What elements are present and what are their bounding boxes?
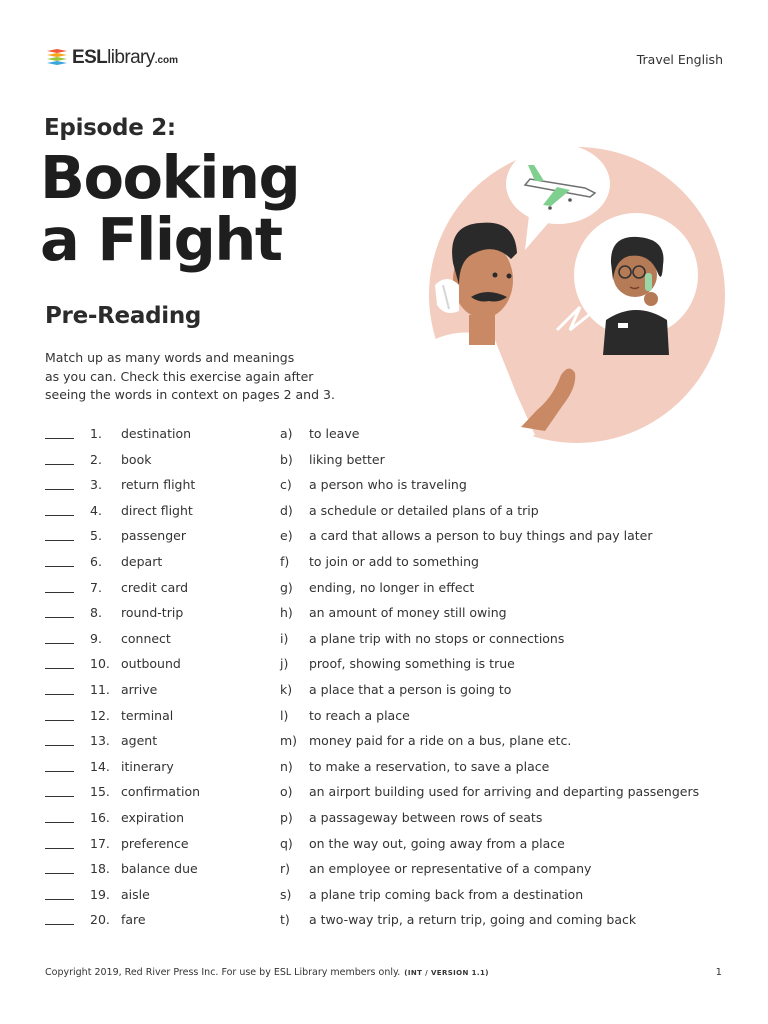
definition-text: ending, no longer in effect: [309, 579, 475, 595]
matching-row: [45, 831, 735, 857]
vocab-word: agent: [121, 733, 158, 749]
item-number: 11.: [90, 681, 110, 697]
definition-text: a place that a person is going to: [309, 681, 512, 697]
section-label: Travel English: [636, 52, 723, 67]
answer-blank[interactable]: [45, 617, 74, 618]
definition-text: liking better: [309, 451, 385, 467]
matching-row: [45, 907, 735, 933]
definition-letter: f): [280, 553, 290, 569]
matching-row: [45, 856, 735, 882]
vocab-word: expiration: [121, 809, 185, 825]
matching-row: [45, 498, 735, 524]
answer-blank[interactable]: [45, 668, 74, 669]
matching-row: [45, 703, 735, 729]
answer-blank[interactable]: [45, 694, 74, 695]
item-number: 20.: [90, 912, 110, 928]
vocab-word: arrive: [121, 681, 158, 697]
vocab-word: outbound: [121, 656, 181, 672]
logo-brand: ESL: [72, 47, 108, 68]
vocab-word: destination: [121, 426, 192, 441]
definition-letter: s): [280, 886, 292, 902]
logo-suffix: .com: [154, 55, 179, 66]
definition-text: to join or add to something: [309, 553, 479, 569]
item-number: 18.: [90, 861, 110, 877]
answer-blank[interactable]: [45, 566, 74, 567]
item-number: 7.: [90, 579, 102, 595]
phone-call-illustration: [425, 135, 725, 455]
page-title: [40, 143, 300, 274]
matching-row: [45, 651, 735, 677]
definition-letter: t): [280, 912, 290, 928]
item-number: 3.: [90, 477, 102, 493]
definition-letter: o): [280, 784, 293, 800]
definition-text: an amount of money still owing: [309, 605, 507, 621]
answer-blank[interactable]: [45, 899, 74, 900]
item-number: 2.: [90, 451, 102, 467]
item-number: 16.: [90, 809, 110, 825]
item-number: 6.: [90, 553, 102, 569]
episode-label: Episode 2:: [44, 115, 176, 141]
definition-letter: r): [280, 861, 291, 877]
answer-blank[interactable]: [45, 796, 74, 797]
vocab-word: return flight: [121, 477, 196, 493]
definition-letter: m): [280, 733, 298, 749]
definition-letter: q): [280, 835, 293, 851]
vocab-word: terminal: [121, 707, 174, 723]
definition-text: a person who is traveling: [309, 477, 467, 493]
item-number: 17.: [90, 835, 110, 851]
definition-letter: j): [280, 656, 289, 672]
item-number: 8.: [90, 605, 102, 621]
instruction-line: as you can. Check this exercise again after: [45, 368, 314, 384]
definition-letter: k): [280, 681, 293, 697]
definition-text: to leave: [309, 426, 360, 441]
instruction-line: seeing the words in context on pages 2 and 3.: [45, 387, 335, 402]
vocab-word: depart: [121, 553, 163, 569]
esl-library-logo: [45, 46, 178, 70]
definition-letter: i): [280, 630, 289, 646]
answer-blank[interactable]: [45, 720, 74, 721]
answer-blank[interactable]: [45, 540, 74, 541]
answer-blank[interactable]: [45, 924, 74, 925]
item-number: 14.: [90, 758, 110, 774]
definition-letter: p): [280, 809, 293, 825]
matching-row: [45, 754, 735, 780]
definition-text: a plane trip coming back from a destination: [309, 886, 584, 902]
definition-letter: c): [280, 477, 292, 493]
definition-text: proof, showing something is true: [309, 656, 515, 672]
vocab-word: balance due: [121, 861, 198, 877]
definition-letter: h): [280, 605, 293, 621]
matching-row: [45, 728, 735, 754]
definition-text: an airport building used for arriving and departing passengers: [309, 784, 700, 800]
definition-text: a schedule or detailed plans of a trip: [309, 502, 539, 518]
answer-blank[interactable]: [45, 438, 74, 439]
vocab-word: itinerary: [121, 758, 174, 774]
matching-list: [45, 421, 735, 933]
vocab-word: aisle: [121, 886, 150, 902]
item-number: 13.: [90, 733, 110, 749]
answer-blank[interactable]: [45, 745, 74, 746]
book-stack-icon: [45, 46, 69, 70]
vocab-word: preference: [121, 835, 189, 851]
vocab-word: confirmation: [121, 784, 201, 800]
matching-row: [45, 882, 735, 908]
item-number: 15.: [90, 784, 110, 800]
item-number: 5.: [90, 528, 102, 544]
version-label: (INT / VERSION 1.1): [404, 969, 489, 977]
item-number: 19.: [90, 886, 110, 902]
item-number: 10.: [90, 656, 110, 672]
title-line-2: a Flight: [40, 205, 282, 274]
matching-row: [45, 600, 735, 626]
answer-blank[interactable]: [45, 515, 74, 516]
item-number: 9.: [90, 630, 102, 646]
instructions: [45, 349, 335, 405]
matching-row: [45, 575, 735, 601]
vocab-word: book: [121, 451, 152, 467]
definition-letter: b): [280, 451, 293, 467]
definition-letter: d): [280, 502, 293, 518]
logo-wordmark: [72, 47, 178, 69]
section-heading: Pre-Reading: [45, 303, 202, 329]
answer-blank[interactable]: [45, 464, 74, 465]
matching-row: [45, 472, 735, 498]
answer-blank[interactable]: [45, 771, 74, 772]
definition-text: a passageway between rows of seats: [309, 809, 543, 825]
definition-text: on the way out, going away from a place: [309, 835, 565, 851]
matching-row: [45, 549, 735, 575]
answer-blank[interactable]: [45, 822, 74, 823]
item-number: 12.: [90, 707, 110, 723]
copyright-footer: [45, 967, 489, 978]
answer-blank[interactable]: [45, 489, 74, 490]
definition-letter: a): [280, 426, 293, 441]
definition-text: a two-way trip, a return trip, going and coming back: [309, 912, 637, 928]
vocab-word: direct flight: [121, 502, 193, 518]
answer-blank[interactable]: [45, 848, 74, 849]
title-line-1: Booking: [40, 143, 300, 212]
matching-row: [45, 447, 735, 473]
vocab-word: credit card: [121, 579, 189, 595]
matching-row: [45, 779, 735, 805]
vocab-word: round-trip: [121, 605, 184, 621]
matching-row: [45, 421, 735, 447]
answer-blank[interactable]: [45, 592, 74, 593]
definition-text: money paid for a ride on a bus, plane etc.: [309, 733, 572, 749]
matching-row: [45, 677, 735, 703]
answer-blank[interactable]: [45, 643, 74, 644]
definition-text: to reach a place: [309, 707, 410, 723]
matching-row: [45, 626, 735, 652]
matching-row: [45, 523, 735, 549]
definition-text: an employee or representative of a company: [309, 861, 592, 877]
vocab-word: connect: [121, 630, 171, 646]
definition-text: a plane trip with no stops or connections: [309, 630, 565, 646]
item-number: 1.: [90, 426, 102, 441]
definition-text: a card that allows a person to buy things and pay later: [309, 528, 653, 544]
definition-text: to make a reservation, to save a place: [309, 758, 550, 774]
definition-letter: n): [280, 758, 293, 774]
logo-main: library: [107, 47, 155, 68]
definition-letter: l): [280, 707, 289, 723]
page-number: 1: [715, 967, 722, 978]
definition-letter: g): [280, 579, 293, 595]
vocab-word: fare: [121, 912, 146, 928]
matching-row: [45, 805, 735, 831]
vocab-word: passenger: [121, 528, 186, 544]
item-number: 4.: [90, 502, 102, 518]
copyright-text: Copyright 2019, Red River Press Inc. For use by ESL Library members only.: [45, 967, 401, 978]
instruction-line: Match up as many words and meanings: [45, 350, 295, 365]
definition-letter: e): [280, 528, 293, 544]
answer-blank[interactable]: [45, 873, 74, 874]
